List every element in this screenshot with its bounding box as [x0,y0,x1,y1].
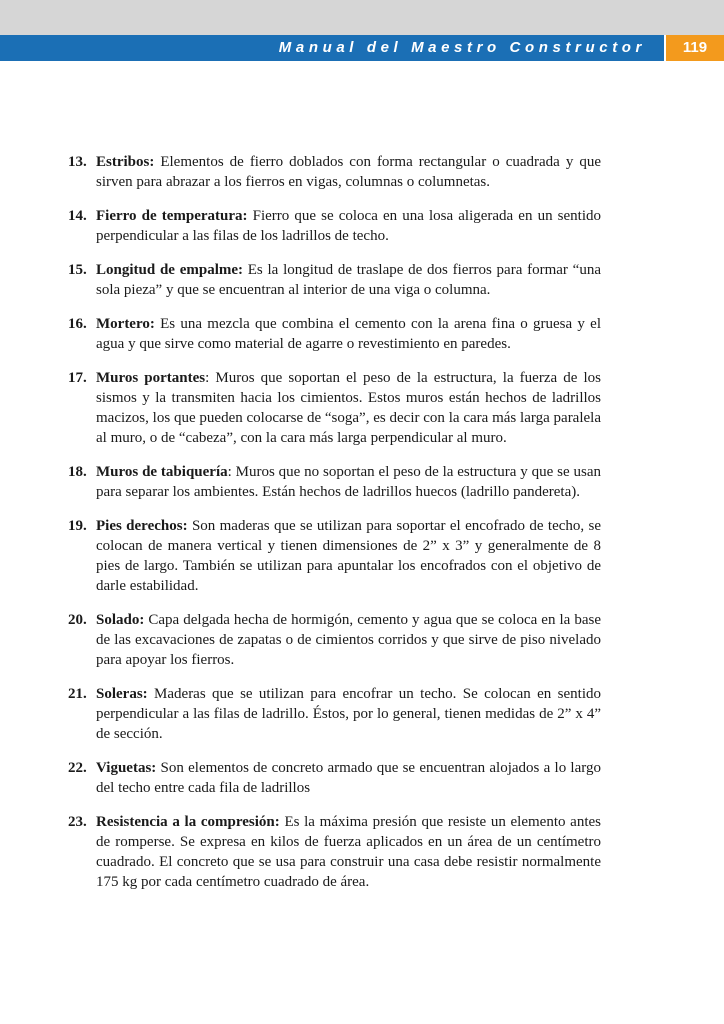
glossary-entry-16 [68,314,601,354]
entry-term: Solado: [96,612,145,628]
entry-text: Es la longitud de traslape de dos fierros para formar “una sola pieza” y que se encuentran al interior de una viga o columna. [96,262,601,298]
entry-term: Pies derechos: [96,518,188,534]
entry-term: Muros de tabiquería [96,464,228,480]
glossary-entry-18 [68,462,601,502]
entry-text: Son maderas que se utilizan para soportar el encofrado de techo, se colocan de manera vertical y tienen dimensiones de 2” x 3” y generalmente de 8 pies de largo. También se utilizan para apuntalar los encofrados con el objetivo de darle estabilidad. [96,518,602,594]
entry-text: Capa delgada hecha de hormigón, cemento y agua que se coloca en la base de las excavaciones de zapatas o de cimientos corridos y que sirve de piso nivelado para apoyar los fierros. [96,612,601,668]
glossary-entry-13 [68,152,601,192]
entry-term: Viguetas: [96,760,157,776]
entry-number: 17. [68,370,87,386]
entry-number: 16. [68,316,87,332]
entry-term: Soleras: [96,686,148,702]
header-bar [0,35,664,61]
entry-term: Estribos: [96,154,155,170]
entry-number: 23. [68,814,87,830]
glossary-entry-20 [68,610,601,670]
glossary-entry-19 [68,516,601,596]
entry-term: Muros portantes [96,370,206,386]
glossary-entry-15 [68,260,601,300]
entry-number: 19. [68,518,87,534]
top-band [0,0,724,35]
glossary-entry-21 [68,684,601,744]
entry-text: : Muros que soportan el peso de la estructura, la fuerza de los sismos y la transmiten hacia los cimientos. Estos muros están hechos de ladrillos macizos, los que pueden colocarse de “soga”, es decir con la cara más larga paralela al muro, o de “cabeza”, con la cara más larga perpendicular al muro. [96,370,601,446]
entry-text: Es una mezcla que combina el cemento con la arena fina o gruesa y el agua y que sirve como material de agarre o revestimiento en paredes. [96,316,601,352]
entry-text: Elementos de fierro doblados con forma rectangular o cuadrada y que sirven para abrazar a los fierros en vigas, columnas o columnetas. [96,154,601,190]
glossary-entry-23 [68,812,601,892]
entry-number: 22. [68,760,87,776]
glossary-entry-14 [68,206,601,246]
entry-number: 13. [68,154,87,170]
glossary-list [68,152,601,892]
entry-term: Longitud de empalme: [96,262,244,278]
entry-number: 20. [68,612,87,628]
glossary-entry-22 [68,758,601,798]
entry-text: Fierro que se coloca en una losa aligerada en un sentido perpendicular a las filas de los ladrillos de techo. [96,208,601,244]
entry-number: 21. [68,686,87,702]
entry-text: Maderas que se utilizan para encofrar un techo. Se colocan en sentido perpendicular a las filas de ladrillo. Éstos, por lo general, tienen medidas de 2” x 4” de sección. [96,686,601,742]
entry-term: Mortero: [96,316,155,332]
entry-text: : Muros que no soportan el peso de la estructura y que se usan para separar los ambientes. Están hechos de ladrillos huecos (ladrillo pandereta). [96,464,601,500]
page-number: 119 [666,35,724,61]
glossary-entry-17 [68,368,601,448]
entry-text: Son elementos de concreto armado que se encuentran alojados a lo largo del techo entre cada fila de ladrillos [96,760,601,796]
entry-text: Es la máxima presión que resiste un elemento antes de romperse. Se expresa en kilos de fuerza aplicados en un área de un centímetro cuadrado. El concreto que se usa para construir una casa debe resistir normalmente 175 kg por cada centímetro cuadrado de área. [96,814,602,890]
entry-number: 14. [68,208,87,224]
header-title: Manual del Maestro Constructor [278,39,646,56]
entry-number: 15. [68,262,87,278]
entry-number: 18. [68,464,87,480]
entry-term: Fierro de temperatura: [96,208,248,224]
entry-term: Resistencia a la compresión: [96,814,280,830]
